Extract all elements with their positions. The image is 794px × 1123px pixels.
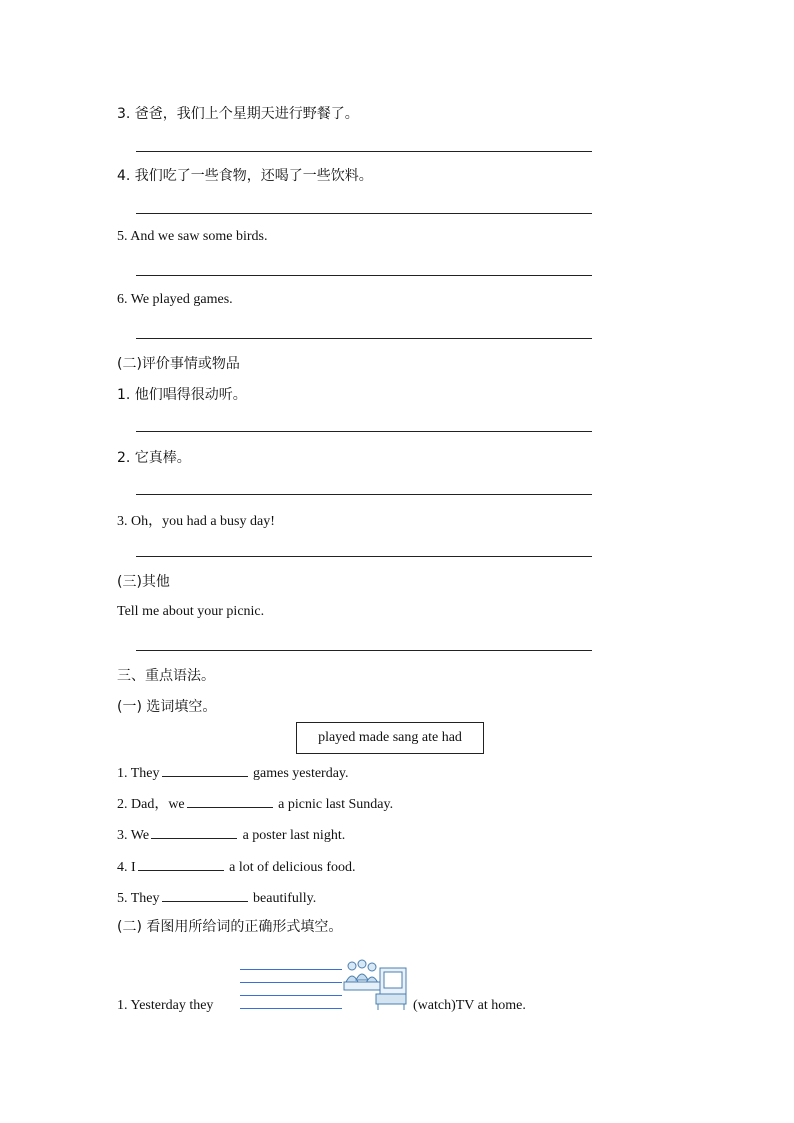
- evaluate-answer-line-3[interactable]: [136, 556, 592, 557]
- word-bank-text: played made sang ate had: [318, 730, 462, 745]
- fill-item-3-prefix: 3. We: [117, 828, 150, 843]
- other-question-1-text: Tell me about your picnic.: [117, 604, 265, 619]
- word-bank-box: [296, 722, 484, 754]
- answer-line-6[interactable]: [136, 338, 592, 339]
- fill-blank-3[interactable]: [151, 824, 237, 839]
- fill-item-5: [117, 887, 316, 907]
- question-3-text: 3. 爸爸，我们上个星期天进行野餐了。: [117, 106, 359, 122]
- evaluate-question-3-text: 3. Oh，you had a busy day!: [117, 514, 275, 529]
- question-4-text: 4. 我们吃了一些食物，还喝了一些饮料。: [117, 168, 373, 184]
- fill-item-5-suffix: beautifully.: [249, 891, 317, 906]
- writing-guide-line-3[interactable]: [240, 995, 342, 996]
- question-6-text: 6. We played games.: [117, 292, 233, 307]
- answer-line-5[interactable]: [136, 275, 592, 276]
- picture-question-1-prefix: 1. Yesterday they: [117, 998, 214, 1013]
- fill-item-4: [117, 856, 356, 876]
- fill-blank-5[interactable]: [162, 887, 248, 902]
- fill-blank-1[interactable]: [162, 762, 248, 777]
- fill-blank-2[interactable]: [187, 793, 273, 808]
- writing-guide-line-2: [240, 982, 342, 983]
- subsection-heading-3: (三)其他: [117, 574, 170, 590]
- fill-item-4-prefix: 4. I: [117, 860, 136, 875]
- picture-question-1-suffix: (watch)TV at home.: [413, 998, 526, 1013]
- fill-item-4-suffix: a lot of delicious food.: [225, 860, 356, 875]
- question-5-text: 5. And we saw some birds.: [117, 229, 268, 244]
- fill-item-5-prefix: 5. They: [117, 891, 160, 906]
- evaluate-question-2-text: 2. 它真棒。: [117, 450, 191, 466]
- subsection-heading-2: (二)评价事情或物品: [117, 356, 240, 372]
- evaluate-answer-line-1[interactable]: [136, 431, 592, 432]
- fill-item-2-suffix: a picnic last Sunday.: [274, 797, 394, 812]
- fill-item-3-suffix: a poster last night.: [239, 828, 346, 843]
- fill-item-1-prefix: 1. They: [117, 766, 160, 781]
- answer-line-4[interactable]: [136, 213, 592, 214]
- section-3-heading: 三、重点语法。: [117, 668, 215, 684]
- fill-blank-4[interactable]: [138, 856, 224, 871]
- fill-item-1-suffix: games yesterday.: [249, 766, 349, 781]
- people-watching-tv-illustration: [340, 958, 410, 1012]
- fill-item-1: [117, 762, 349, 782]
- part-1-heading: (一) 选词填空。: [117, 699, 217, 715]
- answer-line-3[interactable]: [136, 151, 592, 152]
- evaluate-question-1-text: 1. 他们唱得很动听。: [117, 387, 247, 403]
- fill-item-3: [117, 824, 345, 844]
- writing-guide-line-1: [240, 969, 342, 970]
- writing-guide-line-4: [240, 1008, 342, 1009]
- other-answer-line-1[interactable]: [136, 650, 592, 651]
- part-2-heading: (二) 看图用所给词的正确形式填空。: [117, 919, 343, 935]
- fill-item-2: [117, 793, 393, 813]
- fill-item-2-prefix: 2. Dad，we: [117, 797, 185, 812]
- evaluate-answer-line-2[interactable]: [136, 494, 592, 495]
